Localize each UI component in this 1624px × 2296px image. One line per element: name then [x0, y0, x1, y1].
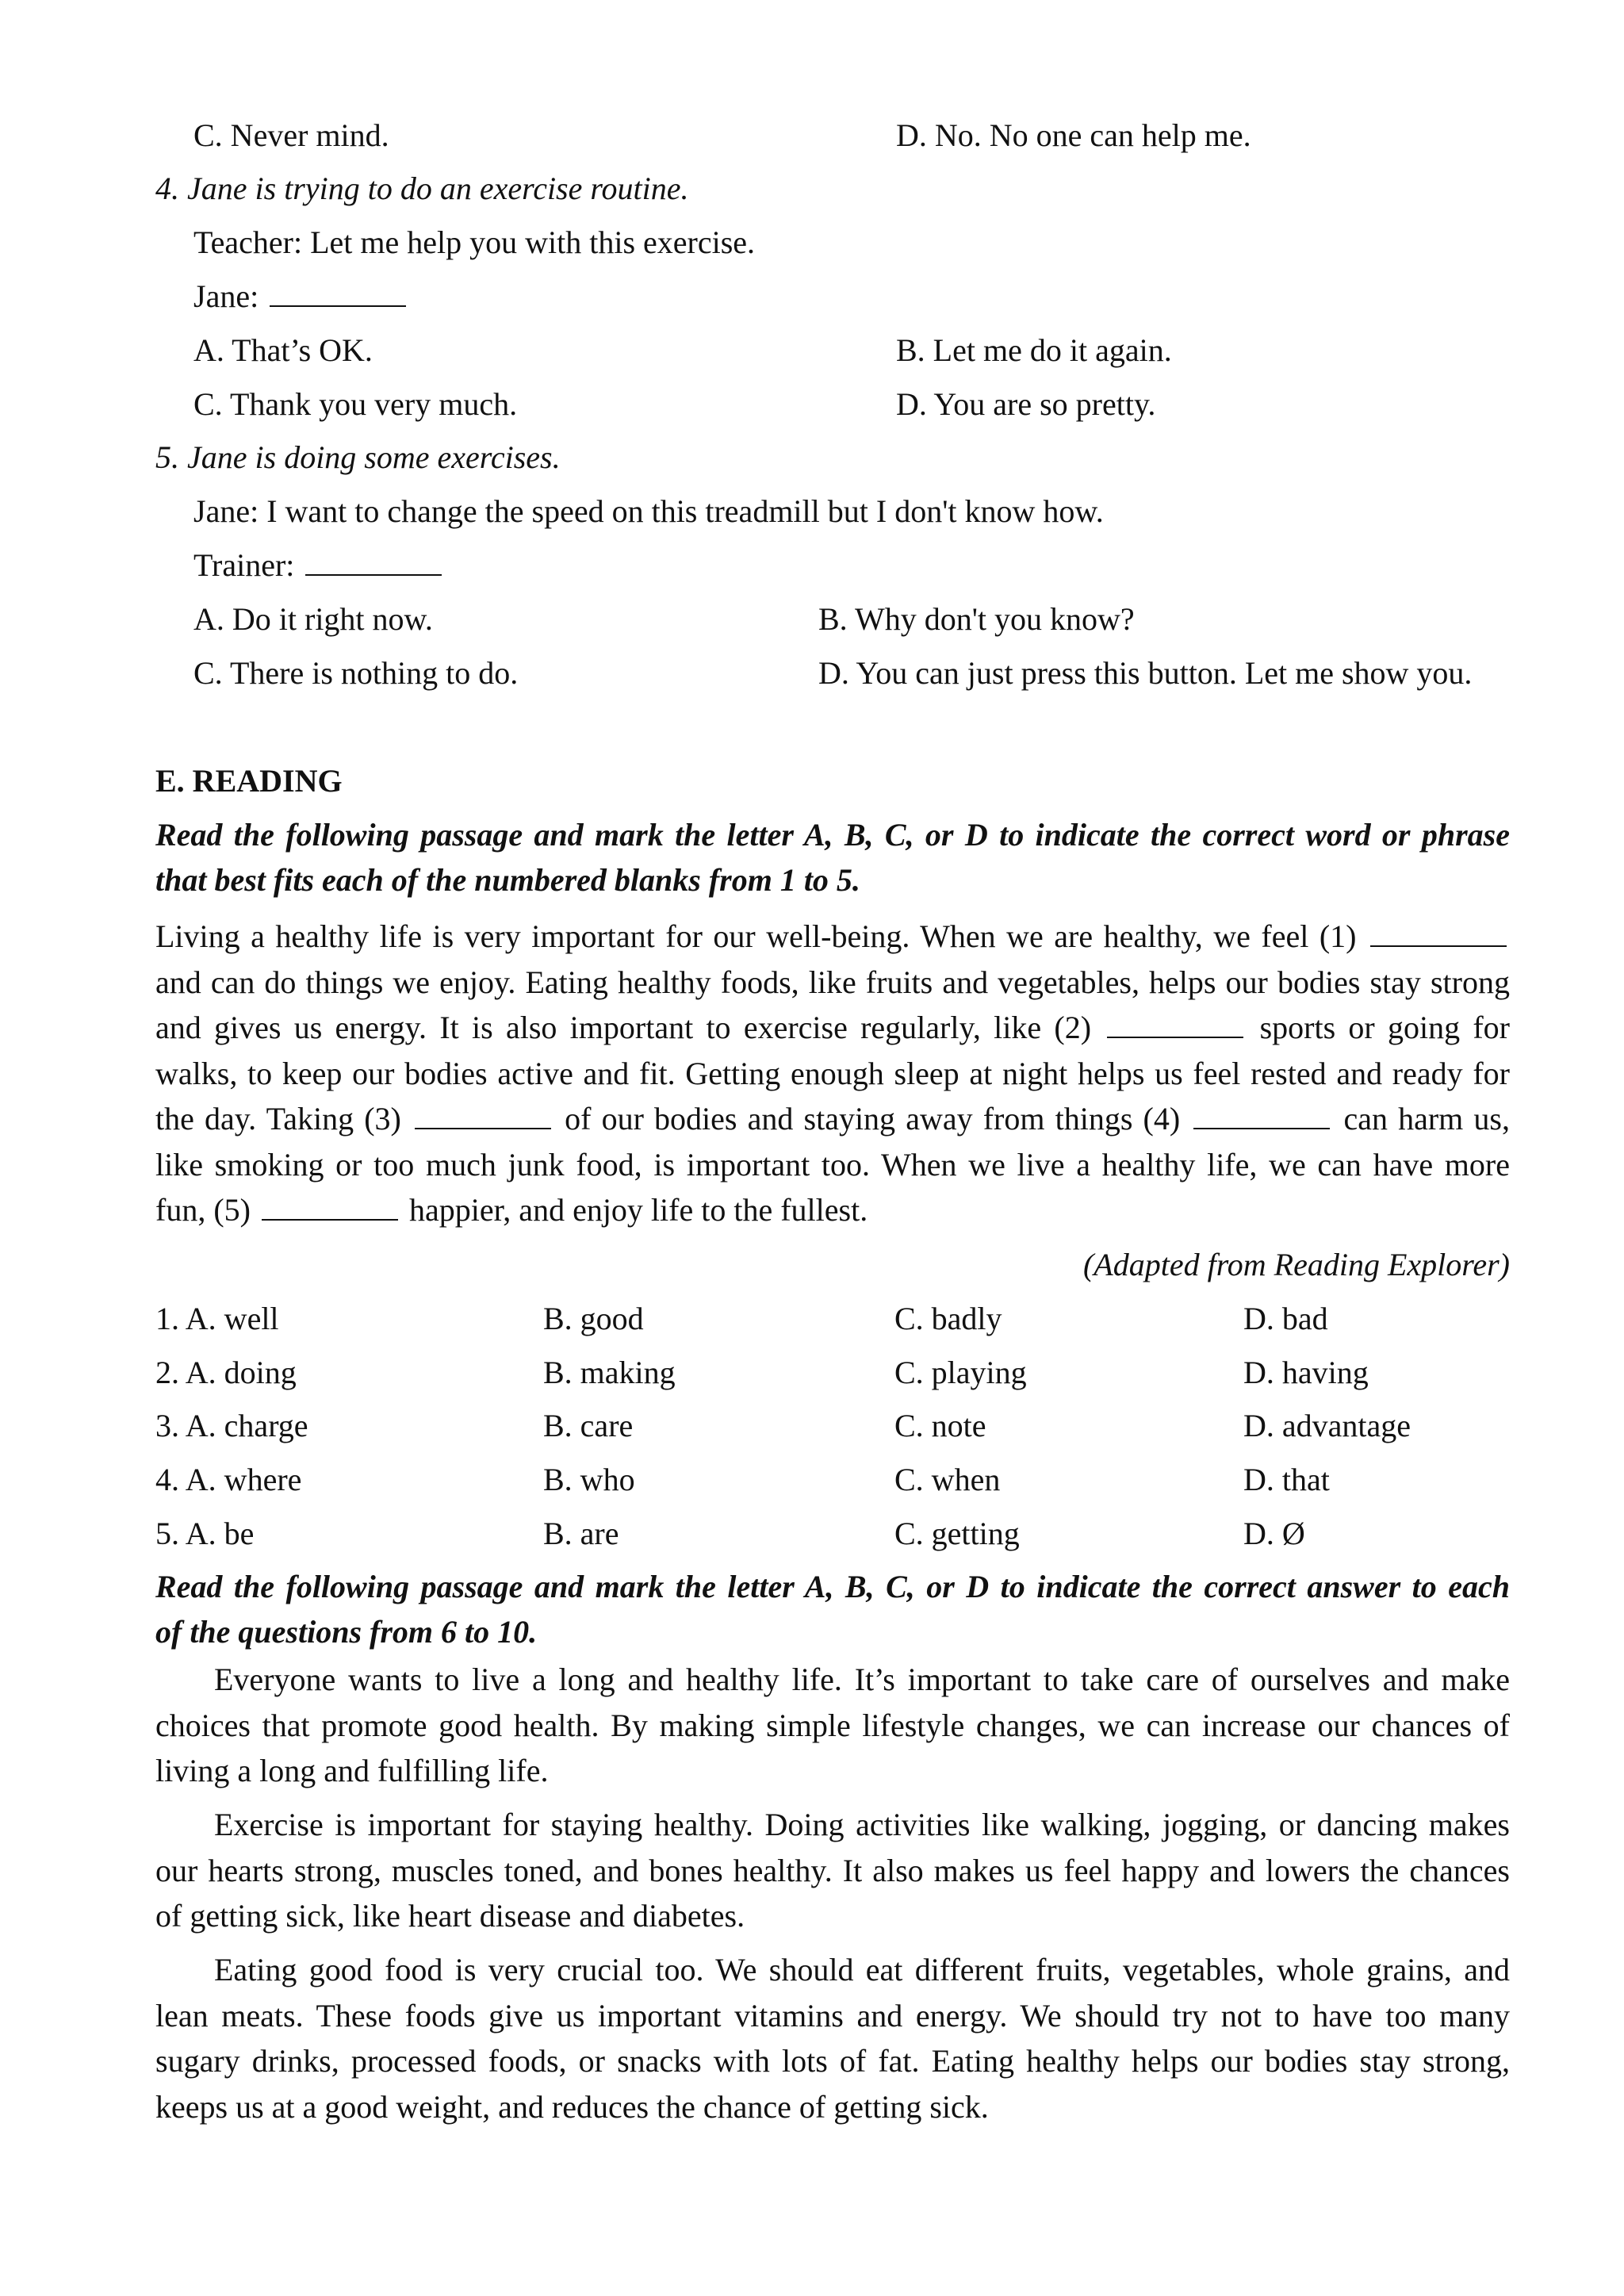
- instruction-1-line-1: Read the following passage and mark the letter A, B, C, or D to indicate the correct word or phrase: [155, 817, 1510, 853]
- paragraph-line: Everyone wants to live a long and healthy life. It’s important to take care of ourselves and make: [214, 1662, 1510, 1697]
- q4-option-c: C. Thank you very much.: [193, 386, 518, 422]
- paragraph-line: our hearts strong, muscles toned, and bones healthy. It also makes us feel happy and lowers the chances: [155, 1852, 1510, 1888]
- answer-blank: [305, 547, 442, 576]
- numbered-blank-2: [1107, 1010, 1243, 1038]
- instruction-1-line-2: that best fits each of the numbered blanks from 1 to 5.: [155, 862, 860, 898]
- answer-blank: [270, 278, 406, 307]
- q5-option-d: D. You can just press this button. Let me show you.: [818, 655, 1473, 691]
- question-2-option-d: D. having: [1243, 1355, 1369, 1390]
- numbered-blank-4: [1193, 1101, 1330, 1129]
- q3-option-d: D. No. No one can help me.: [896, 117, 1251, 153]
- q4-jane-label: Jane:: [193, 278, 259, 314]
- q4-jane-line: [193, 278, 409, 316]
- paragraph-line: of getting sick, like heart disease and diabetes.: [155, 1898, 745, 1934]
- q5-jane-line: Jane: I want to change the speed on this treadmill but I don't know how.: [193, 493, 1104, 529]
- numbered-blank-1: [1370, 918, 1507, 947]
- question-4-option-d: D. that: [1243, 1462, 1330, 1497]
- question-1-option-d: D. bad: [1243, 1301, 1328, 1336]
- question-3-option-c: C. note: [894, 1408, 986, 1443]
- question-5-option-a: 5. A. be: [155, 1516, 255, 1551]
- q5-option-b: B. Why don't you know?: [818, 601, 1135, 637]
- question-1-option-c: C. badly: [894, 1301, 1002, 1336]
- question-4-option-a: 4. A. where: [155, 1462, 302, 1497]
- q4-option-b: B. Let me do it again.: [896, 332, 1172, 368]
- passage-1-line: and can do things we enjoy. Eating healthy foods, like fruits and vegetables, helps our bodies stay strong: [155, 964, 1510, 1000]
- question-3-option-d: D. advantage: [1243, 1408, 1411, 1443]
- passage-1-line: Living a healthy life is very important for our well-being. When we are healthy, we feel (1): [155, 914, 1510, 960]
- passage-1: [155, 914, 1510, 1233]
- numbered-blank-5: [262, 1192, 398, 1221]
- question-2-option-c: C. playing: [894, 1355, 1027, 1390]
- q5-option-c: C. There is nothing to do.: [193, 655, 519, 691]
- q5-trainer-label: Trainer:: [193, 547, 295, 583]
- paragraph-line: Eating good food is very crucial too. We should eat different fruits, vegetables, whole grains, and: [214, 1952, 1510, 1987]
- passage-2-paragraph-3: [155, 1947, 1510, 2129]
- q5-option-a: A. Do it right now.: [193, 601, 433, 637]
- paragraph-line: lean meats. These foods give us important vitamins and energy. We should try not to have too many: [155, 1997, 1510, 2033]
- paragraph-line: sugary drinks, processed foods, or snacks with lots of fat. Eating healthy helps our bodies stay strong,: [155, 2043, 1510, 2079]
- paragraph-line: keeps us at a good weight, and reduces the chance of getting sick.: [155, 2088, 989, 2125]
- section-heading: E. READING: [155, 763, 343, 799]
- instruction-2-line-1: Read the following passage and mark the letter A, B, C, or D to indicate the correct answer to each: [155, 1569, 1510, 1604]
- question-1-option-a: 1. A. well: [155, 1301, 279, 1336]
- q4-teacher-line: Teacher: Let me help you with this exercise.: [193, 224, 756, 260]
- passage-1-line: fun, (5) happier, and enjoy life to the fullest.: [155, 1192, 868, 1228]
- question-5-option-c: C. getting: [894, 1516, 1020, 1551]
- q4-option-d: D. You are so pretty.: [896, 386, 1156, 422]
- question-4-option-c: C. when: [894, 1462, 1001, 1497]
- q3-option-c: C. Never mind.: [193, 117, 389, 153]
- q4-option-a: A. That’s OK.: [193, 332, 373, 368]
- passage-1-line: the day. Taking (3) of our bodies and staying away from things (4) can harm us,: [155, 1101, 1511, 1137]
- paragraph-line: choices that promote good health. By making simple lifestyle changes, we can increase our chances of: [155, 1707, 1510, 1743]
- question-3-option-b: B. care: [543, 1408, 634, 1443]
- q5-trainer-line: [193, 546, 445, 585]
- question-1-option-b: B. good: [543, 1301, 644, 1336]
- passage-2-paragraph-2: [155, 1802, 1510, 1939]
- question-2-option-a: 2. A. doing: [155, 1355, 297, 1390]
- paragraph-line: living a long and fulfilling life.: [155, 1753, 549, 1788]
- question-2-option-b: B. making: [543, 1355, 676, 1390]
- passage-source: (Adapted from Reading Explorer): [1082, 1247, 1510, 1282]
- q5-prompt: 5. Jane is doing some exercises.: [155, 439, 561, 475]
- instruction-2-line-2: of the questions from 6 to 10.: [155, 1614, 538, 1650]
- passage-1-line: like smoking or too much junk food, is important too. When we live a healthy life, we can have more: [155, 1146, 1510, 1182]
- question-3-option-a: 3. A. charge: [155, 1408, 308, 1443]
- passage-1-line: walks, to keep our bodies active and fit. Getting enough sleep at night helps us feel rested and ready for: [155, 1055, 1510, 1091]
- paragraph-line: Exercise is important for staying healthy. Doing activities like walking, jogging, or dancing makes: [214, 1807, 1510, 1842]
- q4-prompt: 4. Jane is trying to do an exercise routine.: [155, 171, 689, 206]
- numbered-blank-3: [415, 1101, 551, 1129]
- passage-1-line: and gives us energy. It is also important to exercise regularly, like (2) sports or going for: [155, 1010, 1510, 1045]
- question-5-option-b: B. are: [543, 1516, 619, 1551]
- question-5-option-d: D. Ø: [1243, 1516, 1305, 1551]
- question-4-option-b: B. who: [543, 1462, 635, 1497]
- passage-2-paragraph-1: [155, 1657, 1510, 1794]
